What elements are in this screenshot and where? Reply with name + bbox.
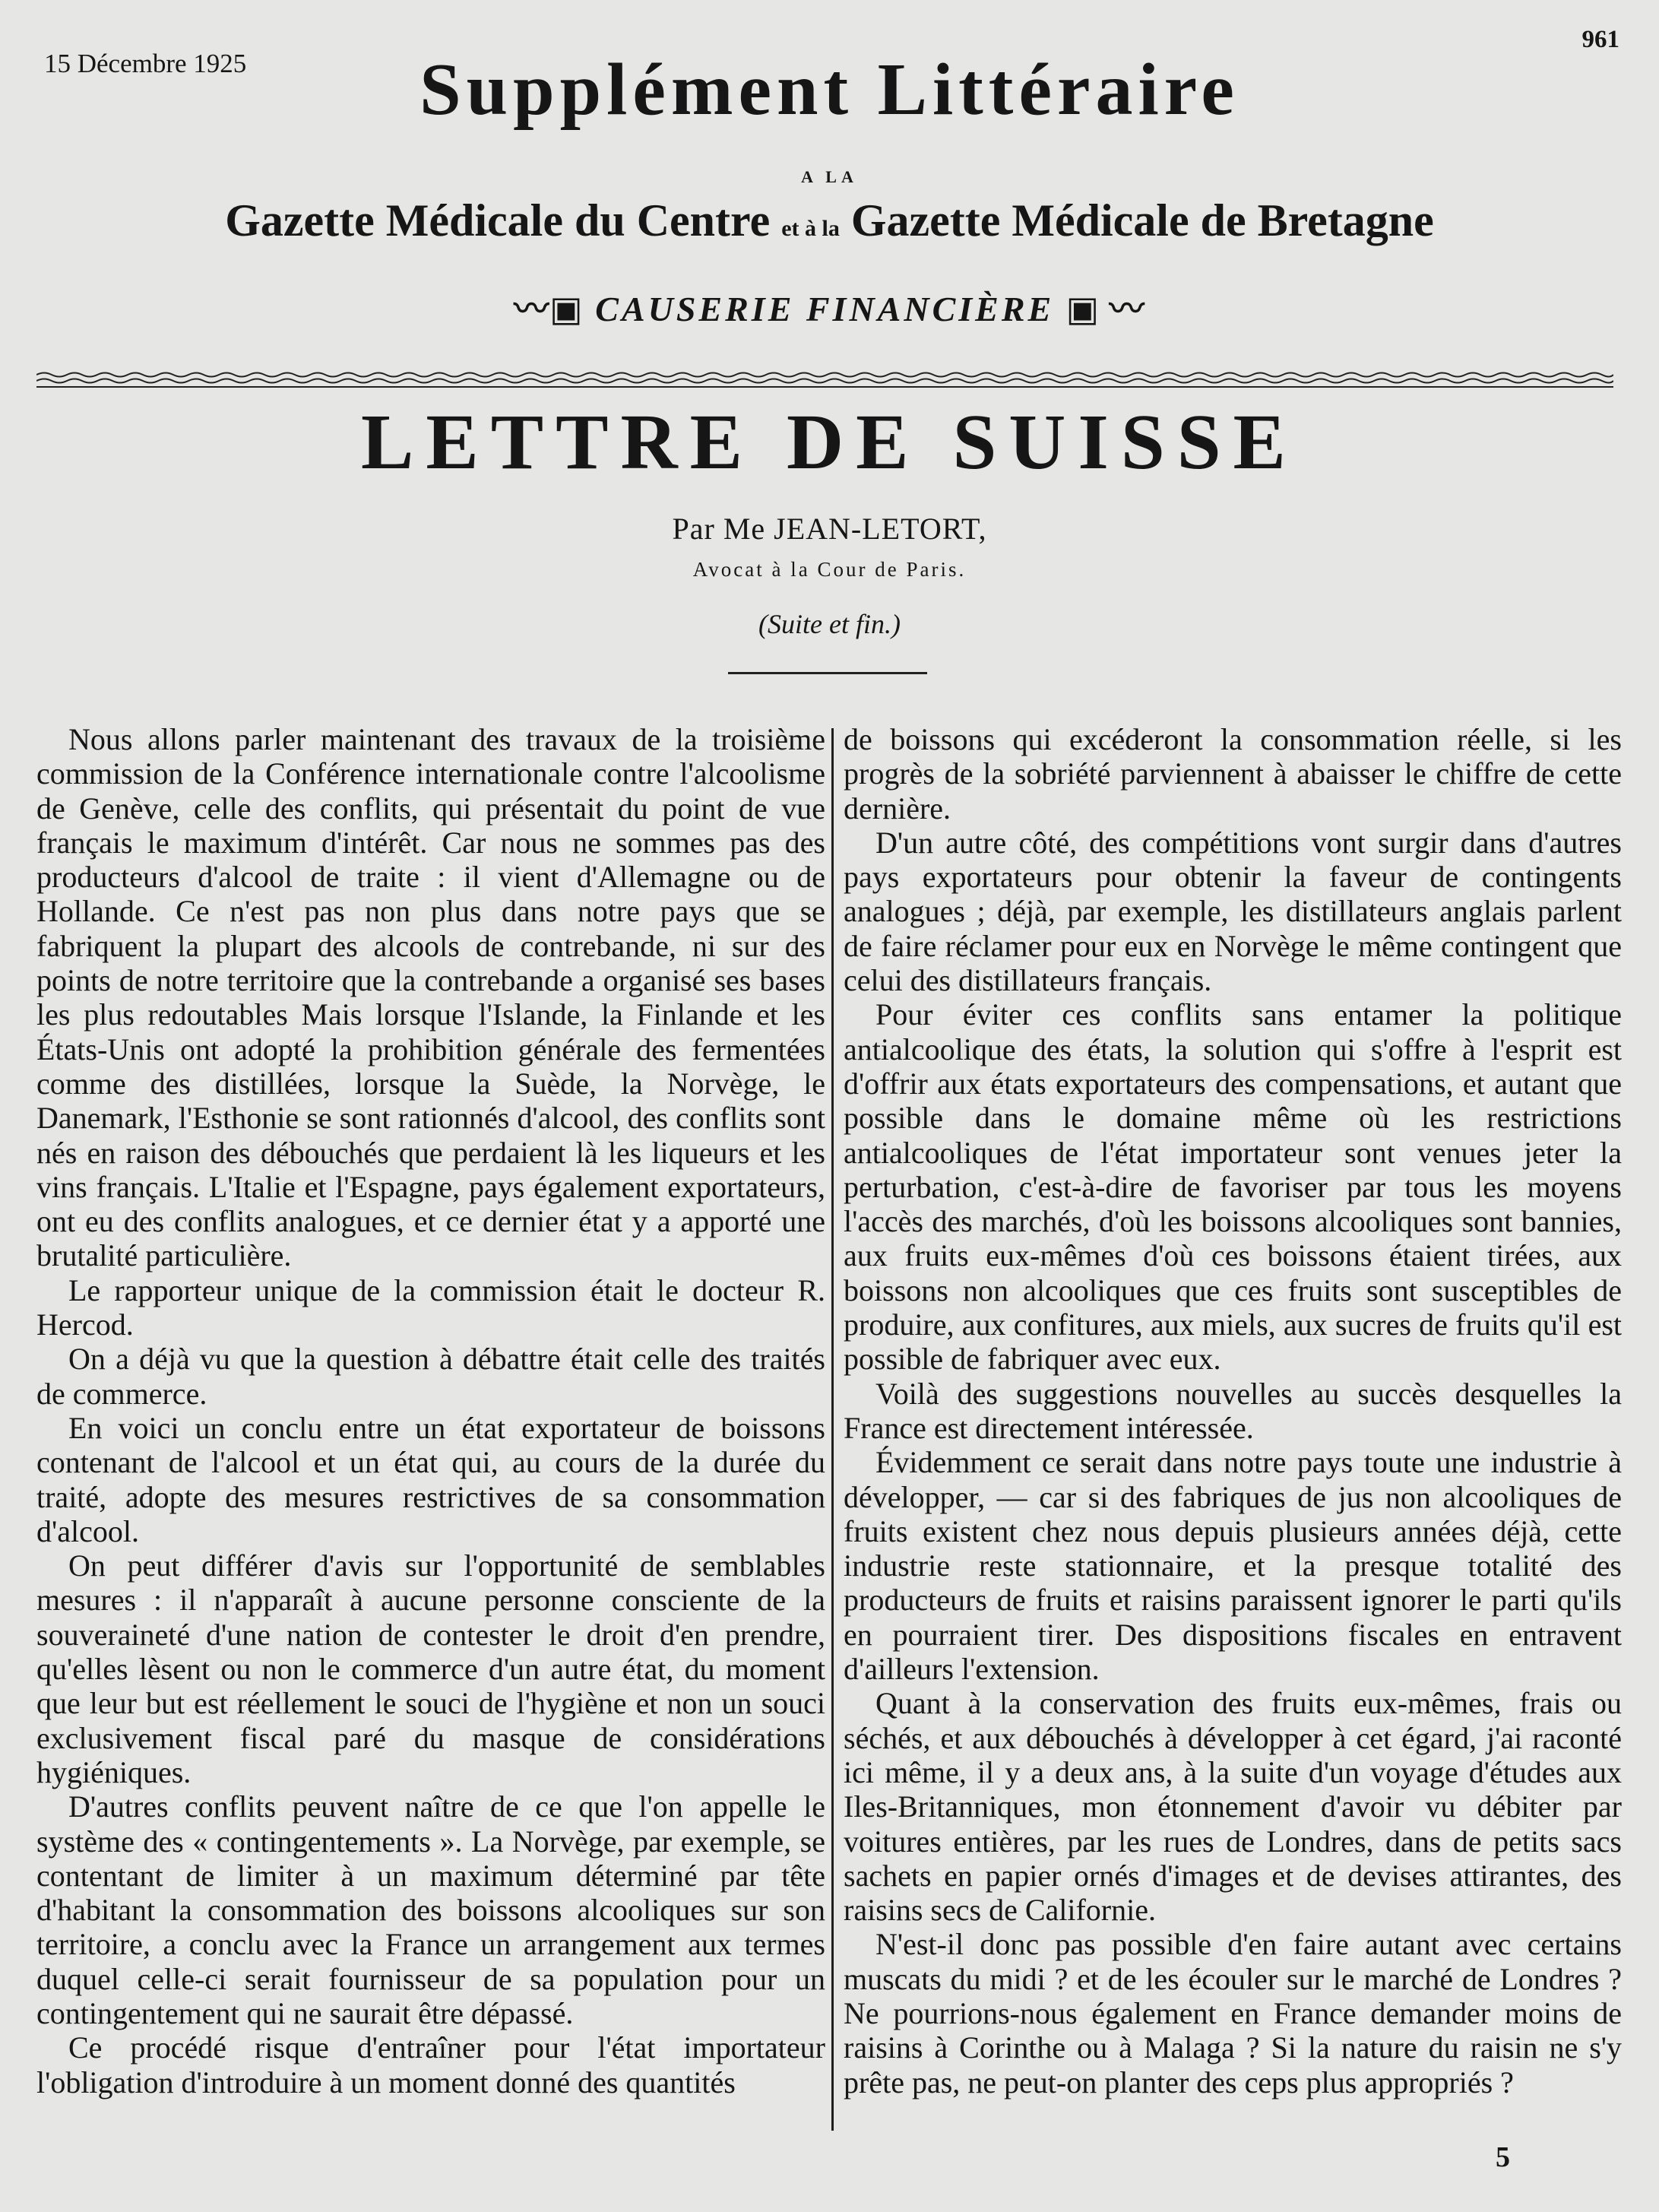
paragraph: Pour éviter ces conflits sans entamer la politique antialcoolique des états, la solution qui s'offre à l'esprit est d'offrir aux états exportateurs des compensations, et autant que possible dans le domaine même où les restrictions antialcooliques de l'état importateur sont venues jeter la perturbation, c'est-à-dire de favoriser par tous les moyens l'accès des marchés, d'où les boissons alcooliques sont bannies, aux fruits eux-mêmes d'où ces boissons étaient tirées, aux boissons non alcooliques que ces fruits sont susceptibles de produire, aux confitures, aux miels, aux sucres de fruits qu'il est possible de fabriquer avec eux.	[844, 997, 1622, 1377]
page-number: 5	[1496, 2141, 1510, 2173]
article-byline: Par Me JEAN-LETORT,	[672, 512, 987, 546]
ornament-left-icon: 〰▣	[514, 290, 584, 328]
column-divider	[831, 728, 834, 2131]
paragraph: En voici un conclu entre un état exportateur de boissons contenant de l'alcool et un état qui, au cours de la durée du traité, adopte des mesures restrictives de sa consommation d'alcool.	[36, 1410, 825, 1548]
paragraph: Le rapporteur unique de la commission était le docteur R. Hercod.	[36, 1272, 825, 1342]
article-title: LETTRE DE SUISSE	[361, 398, 1298, 486]
gazette-bretagne: Gazette Médicale de Bretagne	[850, 195, 1434, 246]
connector-text: et à la	[781, 216, 840, 241]
paragraph: Ce procédé risque d'entraîner pour l'état importateur l'obligation d'introduire à un moment donné des quantités	[36, 2030, 825, 2099]
paragraph: Voilà des suggestions nouvelles au succès desquelles la France est directement intéressée.	[844, 1376, 1622, 1445]
section-title: CAUSERIE FINANCIÈRE	[595, 290, 1055, 328]
section-heading	[0, 281, 1659, 331]
folio-number: 961	[1581, 26, 1619, 53]
left-column	[36, 722, 825, 2099]
wavy-rule-divider	[36, 371, 1613, 389]
right-column	[844, 722, 1622, 2099]
a-la-label: A LA	[801, 167, 858, 186]
paragraph: Quant à la conservation des fruits eux-mêmes, frais ou séchés, et aux débouchés à développer à cet égard, j'ai raconté ici même, il y a deux ans, à la suite d'un voyage d'études aux Iles-Britanniques, mon étonnement d'avoir vu débiter par voitures entières, par les rues de Londres, dans de petits sacs sachets en papier ornés d'images et de devises attirantes, des raisins secs de Californie.	[844, 1686, 1622, 1928]
gazette-line	[0, 195, 1659, 247]
paragraph: N'est-il donc pas possible d'en faire autant avec certains muscats du midi ? et de les écouler sur le marché de Londres ? Ne pourrions-nous également en France demander moins de raisins à Corinthe ou à Malaga ? Si la nature du raisin ne s'y prête pas, ne peut-on planter des ceps plus appropriés ?	[844, 1927, 1622, 2099]
author-role: Avocat à la Cour de Paris.	[692, 558, 967, 581]
paragraph: de boissons qui excéderont la consommation réelle, si les progrès de la sobriété parviennent à abaisser le chiffre de cette dernière.	[844, 722, 1622, 826]
continuation-note: (Suite et fin.)	[758, 609, 901, 639]
paragraph: On peut différer d'avis sur l'opportunité de semblables mesures : il n'apparaît à aucune personne consciente de la souveraineté d'une nation de contester le droit d'en prendre, qu'elles lèsent ou non le commerce d'un autre état, du moment que leur but est réellement le souci de l'hygiène et non un souci exclusivement fiscal paré du masque de considérations hygiéniques.	[36, 1548, 825, 1789]
paragraph: D'autres conflits peuvent naître de ce que l'on appelle le système des « contingentements ». La Norvège, par exemple, se contentant de limiter à un maximum déterminé par tête d'habitant la consommation des boissons alcooliques sur son territoire, a conclu avec la France un arrangement aux termes duquel celle-ci serait fournisseur de sa population pour un contingentement qui ne saurait être dépassé.	[36, 1789, 825, 2030]
supplement-title: Supplément Littéraire	[419, 49, 1240, 131]
issue-date: 15 Décembre 1925	[44, 49, 247, 78]
paragraph: On a déjà vu que la question à débattre était celle des traités de commerce.	[36, 1342, 825, 1411]
paragraph: Évidemment ce serait dans notre pays toute une industrie à développer, — car si des fabriques de jus non alcooliques de fruits existent chez nous depuis plusieurs années déjà, cette industrie reste stationnaire, et la presque totalité des producteurs de fruits et raisins paraissent ignorer le parti qu'ils en pourraient tirer. Des dispositions fiscales en entravent d'ailleurs l'extension.	[844, 1445, 1622, 1687]
gazette-centre: Gazette Médicale du Centre	[225, 195, 771, 246]
title-divider	[728, 672, 927, 674]
paragraph: Nous allons parler maintenant des travaux de la troisième commission de la Conférence internationale contre l'alcoolisme de Genève, celle des conflits, qui présentait du point de vue français le maximum d'intérêt. Car nous ne sommes pas des producteurs d'alcool de traite : il vient d'Allemagne ou de Hollande. Ce n'est pas non plus dans notre pays que se fabriquent la plupart des alcools de contrebande, ni sur des points de notre territoire que la contrebande a organisé ses bases les plus redoutables Mais lorsque l'Islande, la Finlande et les États-Unis ont adopté la prohibition générale des fermentées comme des distillées, lorsque la Suède, la Norvège, le Danemark, l'Esthonie se sont rationnés d'alcool, des conflits sont nés en raison des débouchés que perdaient là les liqueurs et les vins français. L'Italie et l'Espagne, pays également exportateurs, ont eu des conflits analogues, et ce dernier état y a apporté une brutalité particulière.	[36, 722, 825, 1273]
ornament-right-icon: ▣ 〰	[1065, 290, 1145, 328]
paragraph: D'un autre côté, des compétitions vont surgir dans d'autres pays exportateurs pour obtenir la faveur de contingents analogues ; déjà, par exemple, les distillateurs anglais parlent de faire réclamer pour eux en Norvège le même contingent que celui des distillateurs français.	[844, 825, 1622, 998]
